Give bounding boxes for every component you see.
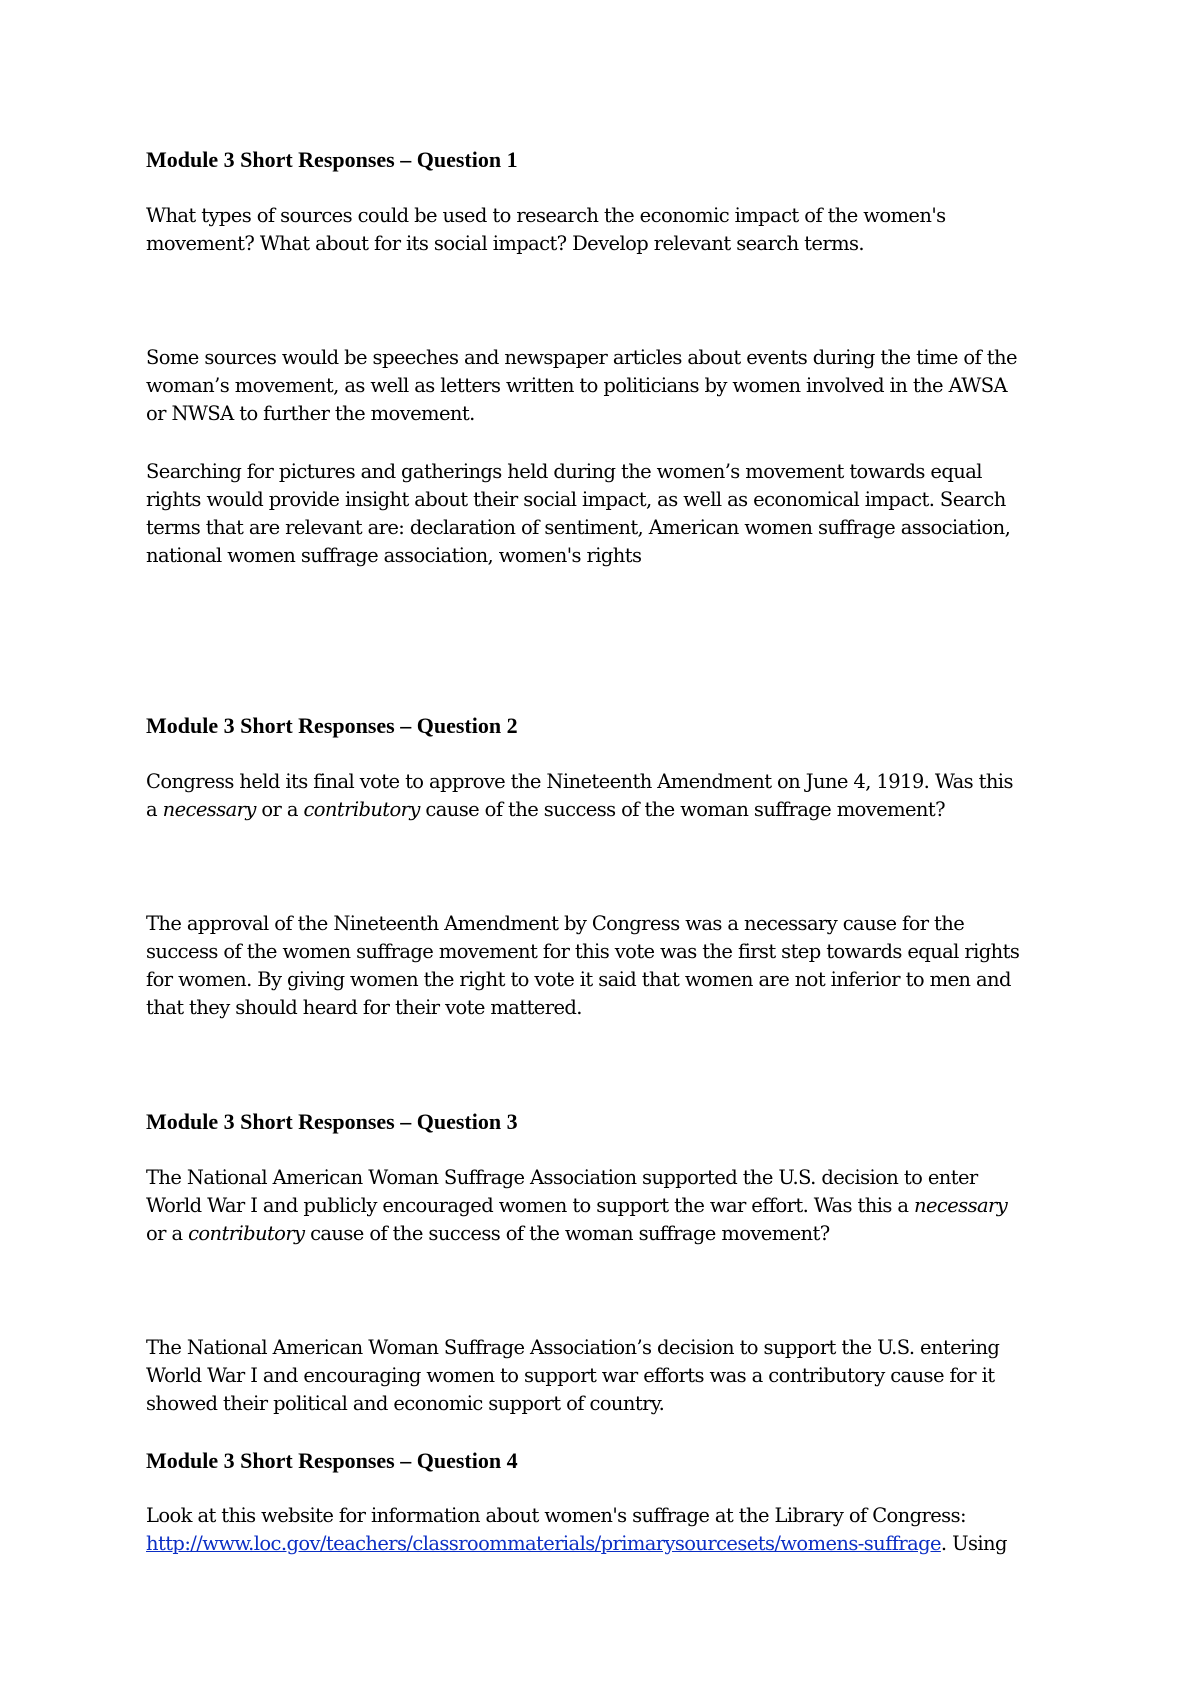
question-1-answer-paragraph-1 <box>146 344 1076 428</box>
question-1-answer-line: Searching for pictures and gatherings held during the women’s movement towards equal <box>146 460 982 483</box>
question-3-prompt-line <box>146 1220 1076 1248</box>
question-2-answer-line: that they should heard for their vote mattered. <box>146 996 582 1019</box>
question-2-prompt <box>146 768 1076 824</box>
question-2-heading: Module 3 Short Responses – Question 2 <box>146 713 518 738</box>
question-1-prompt <box>146 202 1076 258</box>
question-4-heading: Module 3 Short Responses – Question 4 <box>146 1448 518 1473</box>
loc-womens-suffrage-link[interactable]: http://www.loc.gov/teachers/classroommaterials/primarysourcesets/womens-suffrage <box>146 1532 941 1555</box>
prompt-text: a <box>146 798 163 821</box>
emphasis-necessary: necessary <box>162 798 256 821</box>
prompt-text: . Using <box>940 1532 1007 1555</box>
question-2-prompt-line <box>146 796 1076 824</box>
question-1-answer-line: national women suffrage association, women's rights <box>146 544 642 567</box>
question-3-prompt <box>146 1164 1076 1248</box>
question-4-prompt <box>146 1502 1076 1558</box>
prompt-text: cause of the success of the woman suffrage movement? <box>419 798 945 821</box>
question-3-answer-line: showed their political and economic support of country. <box>146 1392 665 1415</box>
question-1-answer-paragraph-2 <box>146 458 1076 570</box>
question-3-answer <box>146 1334 1076 1418</box>
prompt-text: World War I and publicly encouraged women to support the war effort. Was this a <box>146 1194 915 1217</box>
question-1-answer-line: Some sources would be speeches and newspaper articles about events during the time of the <box>146 346 1017 369</box>
question-2-answer-line: The approval of the Nineteenth Amendment by Congress was a necessary cause for the <box>146 912 965 935</box>
question-3-prompt-line: The National American Woman Suffrage Association supported the U.S. decision to enter <box>146 1166 978 1189</box>
prompt-text: or a <box>255 798 304 821</box>
question-2-answer-line: success of the women suffrage movement for this vote was the first step towards equal rights <box>146 940 1020 963</box>
question-2-answer <box>146 910 1076 1022</box>
emphasis-contributory: contributory <box>188 1222 305 1245</box>
question-3-answer-line: World War I and encouraging women to support war efforts was a contributory cause for it <box>146 1364 995 1387</box>
question-1-answer-line: terms that are relevant are: declaration of sentiment, American women suffrage association, <box>146 516 1011 539</box>
question-3-answer-line: The National American Woman Suffrage Association’s decision to support the U.S. entering <box>146 1336 1000 1359</box>
question-3-heading: Module 3 Short Responses – Question 3 <box>146 1109 518 1134</box>
question-4-prompt-line: Look at this website for information about women's suffrage at the Library of Congress: <box>146 1504 966 1527</box>
question-1-prompt-line: What types of sources could be used to research the economic impact of the women's <box>146 204 946 227</box>
question-1-heading: Module 3 Short Responses – Question 1 <box>146 147 518 172</box>
emphasis-necessary: necessary <box>914 1194 1008 1217</box>
question-1-answer-line: rights would provide insight about their social impact, as well as economical impact. Search <box>146 488 1006 511</box>
prompt-text: cause of the success of the woman suffrage movement? <box>304 1222 830 1245</box>
question-2-prompt-line: Congress held its final vote to approve the Nineteenth Amendment on June 4, 1919. Was this <box>146 770 1013 793</box>
question-2-answer-line: for women. By giving women the right to vote it said that women are not inferior to men and <box>146 968 1011 991</box>
question-1-answer-line: or NWSA to further the movement. <box>146 402 475 425</box>
question-3-prompt-line <box>146 1192 1076 1220</box>
question-1-prompt-line: movement? What about for its social impact? Develop relevant search terms. <box>146 232 864 255</box>
prompt-text: or a <box>146 1222 189 1245</box>
question-1-answer-line: woman’s movement, as well as letters written to politicians by women involved in the AWSA <box>146 374 1007 397</box>
emphasis-contributory: contributory <box>303 798 420 821</box>
question-4-prompt-line <box>146 1530 1076 1558</box>
